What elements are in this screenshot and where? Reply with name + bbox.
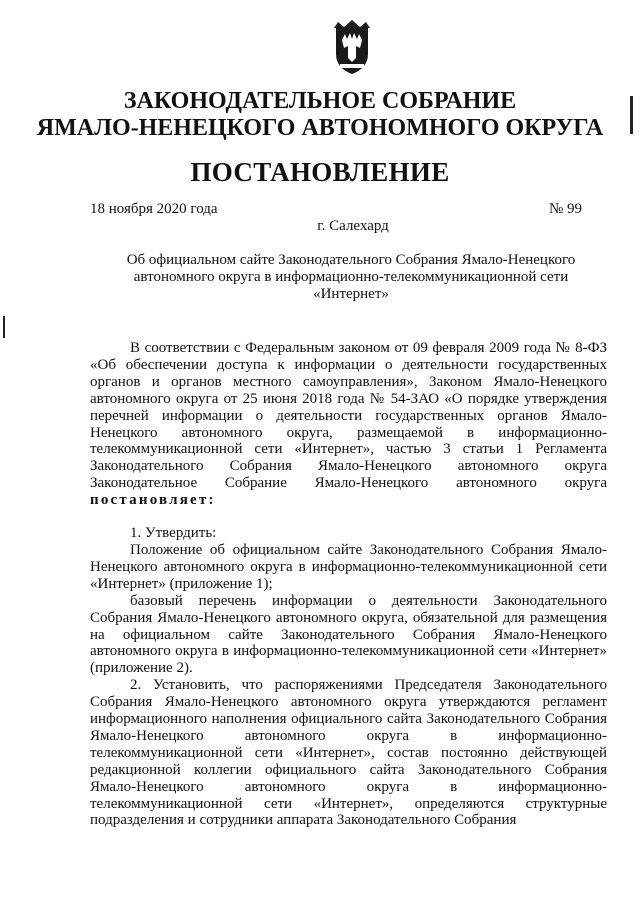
item-1-a-paragraph: Положение об официальном сайте Законодательного Собрания Ямало-Ненецкого автономного округа в информационно-телекоммуникационной сети «Интернет» (приложение 1); (90, 541, 607, 592)
document-body (90, 340, 607, 829)
document-date: 18 ноября 2020 года (90, 201, 218, 217)
scan-edge-mark (630, 96, 633, 134)
preamble-text: В соответствии с Федеральным законом от 09 февраля 2009 года № 8-ФЗ «Об обеспечении доступа к информации о деятельности государственных органов и органов местного самоуправления», Законом Ямало-Ненецкого автономного округа от 25 июня 2018 года № 54-ЗАО «О порядке утверждения перечней информации о деятельности государственных органов Ямало-Ненецкого автономного округа, размещаемой в информационно-телекоммуникационной сети «Интернет», частью 3 статьи 1 Регламента Законодательного Собрания Ямало-Ненецкого автономного округа Законодательное Собрание Ямало-Ненецкого автономного округа (90, 340, 607, 492)
document-title: Об официальном сайте Законодательного Собрания Ямало-Ненецкого автономного округа в информационно-телекоммуникационной сети «Интернет» (126, 252, 576, 302)
coat-of-arms-icon (330, 18, 374, 76)
org-name-line2: ЯМАЛО-НЕНЕЦКОГО АВТОНОМНОГО ОКРУГА (36, 115, 604, 141)
item-2-paragraph: 2. Установить, что распоряжениями Председателя Законодательного Собрания Ямало-Ненецкого автономного округа утверждаются регламент информационного наполнения официального сайта Законодательного Собрания Ямало-Ненецкого автономного округа в информационно-телекоммуникационной сети «Интернет», состав постоянно действующей редакционной коллегии официального сайта Законодательного Собрания Ямало-Ненецкого автономного округа в информационно-телекоммуникационной сети «Интернет», определяются структурные подразделения и сотрудники аппарата Законодательного Собрания (90, 677, 607, 829)
scan-edge-mark (3, 316, 5, 338)
document-type-heading: ПОСТАНОВЛЕНИЕ (190, 157, 450, 187)
document-number: № 99 (548, 201, 582, 217)
decree-word: постановляет: (90, 492, 216, 509)
document-city: г. Салехард (317, 218, 389, 234)
org-name-line1: ЗАКОНОДАТЕЛЬНОЕ СОБРАНИЕ (123, 88, 517, 114)
item-1-b-paragraph: базовый перечень информации о деятельности Законодательного Собрания Ямало-Ненецкого автономного округа, обязательной для размещения на официальном сайте Законодательного Собрания Ямало-Ненецкого автономного округа в информационно-телекоммуникационной сети «Интернет» (приложение 2). (90, 592, 607, 677)
preamble-paragraph (90, 340, 607, 509)
item-1-heading: 1. Утвердить: (130, 525, 217, 542)
